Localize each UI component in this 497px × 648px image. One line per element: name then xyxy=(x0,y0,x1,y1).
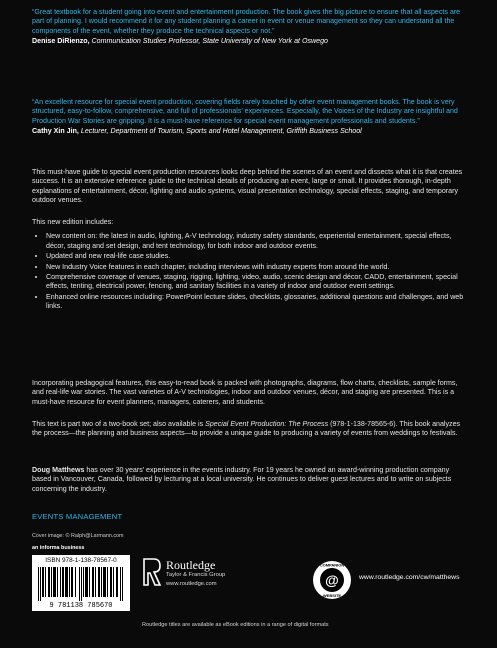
quote-1-attribution xyxy=(32,37,470,46)
isbn-label: ISBN 978-1-138-78567-0 xyxy=(45,557,117,564)
category-label: EVENTS MANAGEMENT xyxy=(32,512,123,521)
author-paragraph xyxy=(32,466,470,494)
companion-url: www.routledge.com/cw/matthews xyxy=(359,574,460,581)
pedagogy-paragraph: Incorporating pedagogical features, this easy-to-read book is packed with photographs, diagrams, flow charts, checklists, sample forms, and real-life war stories. The vast varieties of A-V technologies, indoor and outdoor venues, décor, and staging are presented. This is a must-have resource for event planners, managers, caterers, and students. xyxy=(32,379,458,406)
quote-2 xyxy=(32,98,470,137)
quote-1 xyxy=(32,8,470,47)
list-item: • Updated and new real-life case studies. xyxy=(46,252,470,261)
two-book-paragraph xyxy=(32,420,470,439)
routledge-logo-icon xyxy=(142,557,162,587)
publisher-group: Taylor & Francis Group xyxy=(166,572,226,578)
svg-text:@: @ xyxy=(325,572,339,588)
two-book-text-end: (978-1-138-78565-6). This book analyzes the process—the planning and business aspects—to provide a unique guide to producing a variety of events from weddings to festivals. xyxy=(32,420,461,438)
companion-label-top: COMPANION xyxy=(319,562,345,568)
list-item: • New Industry Voice features in each chapter, including interviews with industry experts from around the world. xyxy=(46,263,470,272)
quote-2-text: “An excellent resource for special event production, covering fields rarely touched by other event management books. The book is very structured, easy-to-follow, comprehensive, and full of professionals’ experiences. Especially, the Voices of the Industry are insightful and Production War Stories are gripping. It is a must-have reference for special event management professionals and students.” xyxy=(32,98,458,125)
author-bio xyxy=(32,466,470,494)
includes-list xyxy=(32,232,470,311)
quote-1-role: Communication Studies Professor, State University of New York at Oswego xyxy=(91,37,328,46)
publisher-name: Routledge xyxy=(166,558,216,572)
description xyxy=(32,168,470,206)
barcode-number: 9 781138 785670 xyxy=(49,602,113,610)
author-name: Doug Matthews xyxy=(32,466,85,474)
cover-credit: Cover image: © Ralph@Larmann.com xyxy=(32,533,124,539)
ebook-note: Routledge titles are available as eBook editions in a range of digital formats xyxy=(142,622,329,628)
quote-2-attribution xyxy=(32,127,470,136)
includes-section xyxy=(32,218,470,313)
quote-2-name: Cathy Xin Jin, xyxy=(32,127,79,136)
quote-1-name: Denise DiRienzo, xyxy=(32,37,90,46)
publisher-logo xyxy=(142,557,252,603)
intro-paragraph: This must-have guide to special event production resources looks deep behind the scenes of an event and dissects what it is that creates success. It is an extensive reference guide to the technical details of producing an event, large or small. It provides thorough, in-depth explanations of entertainment, décor, lighting and audio systems, visual presentation technology, special effects, staging, and temporary outdoor venues. xyxy=(32,168,463,205)
companion-label-bottom: WEBSITE xyxy=(322,593,342,598)
barcode-graphic xyxy=(38,567,124,601)
author-bio-text: has over 30 years’ experience in the events industry. For 19 years he owned an award-winning production company based in Vancouver, Canada, followed by lecturing at a local university. He continues to deliver guest lectures and to write on subjects concerning the industry. xyxy=(32,466,452,493)
barcode-box xyxy=(32,555,130,611)
publisher-website: www.routledge.com xyxy=(166,581,217,587)
companion-title: Special Event Production: The Process xyxy=(205,420,329,428)
list-item: • New content on: the latest in audio, lighting, A-V technology, industry safety standards, experiential entertainment, special effects, décor, staging and set design, and tent technology, for both indoor and outdoor events. xyxy=(46,232,470,251)
two-book-set xyxy=(32,420,470,439)
two-book-text-start: This text is part two of a two-book set; also available is xyxy=(32,420,206,428)
companion-website-icon xyxy=(312,560,352,600)
list-item: • Enhanced online resources including: PowerPoint lecture slides, checklists, glossaries, additional questions and challenges, and web links. xyxy=(46,293,470,312)
quote-1-text: “Great textbook for a student going into event and entertainment production. The book gives the big picture to ensure that all aspects are part of planning. I would recommend it for any student planning a career in event or venue management so they can understand all the components of the event, whether they produce the technical aspects or not.” xyxy=(32,8,461,35)
quote-2-role: Lecturer, Department of Tourism, Sports and Hotel Management, Griffith Business School xyxy=(80,127,362,136)
informa-label: an informa business xyxy=(32,545,85,551)
includes-heading: This new edition includes: xyxy=(32,218,114,226)
list-item: • Comprehensive coverage of venues, staging, rigging, lighting, video, audio, scenic design and décor, CADD, entertainment, special effects, tenting, electrical power, fencing, and sanitary facilities in a variety of indoor and outdoor event settings. xyxy=(46,273,470,292)
pedagogy-section xyxy=(32,379,470,407)
